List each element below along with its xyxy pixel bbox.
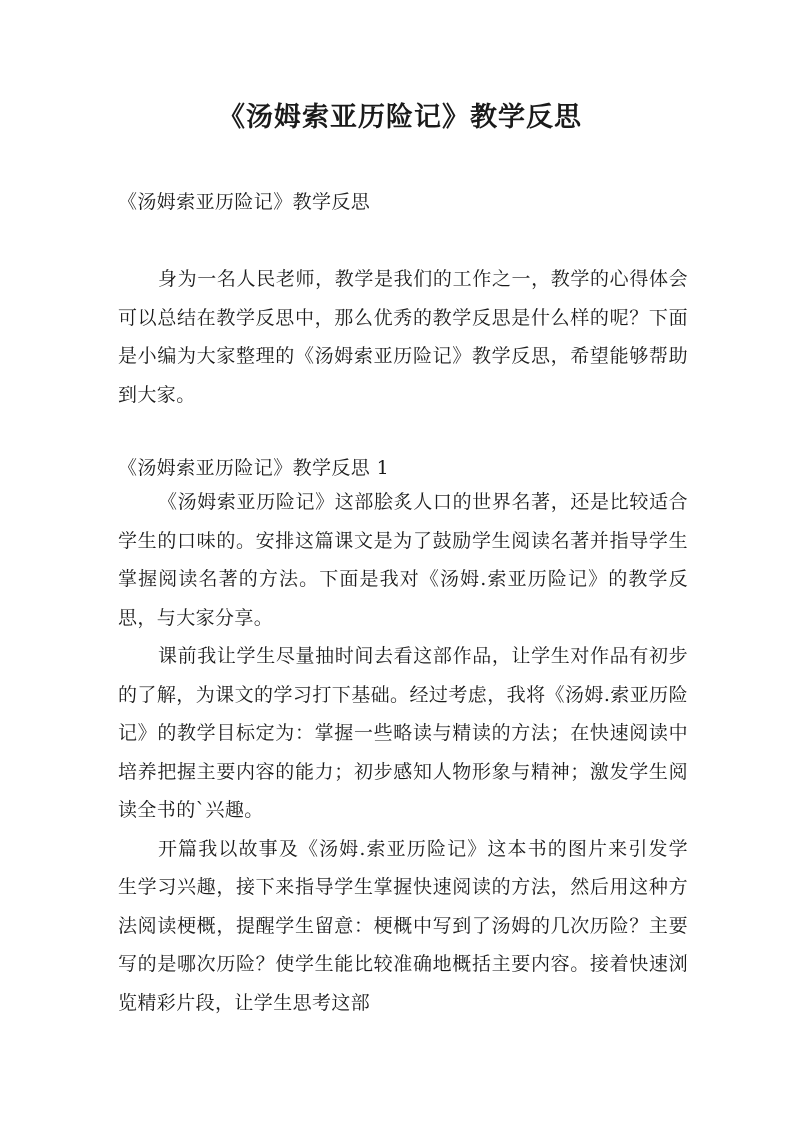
section-body <box>118 483 688 1022</box>
body-paragraph-3: 开篇我以故事及《汤姆.索亚历险记》这本书的图片来引发学生学习兴趣，接下来指导学生掌握快速阅读的方法，然后用这种方法阅读梗概，提醒学生留意：梗概中写到了汤姆的几次历险？主要写的是哪次历险？使学生能比较准确地概括主要内容。接着快速浏览精彩片段，让学生思考这部 <box>118 837 688 1014</box>
document-subtitle: 《汤姆索亚历险记》教学反思 <box>118 191 371 213</box>
document-title: 《汤姆索亚历险记》教学反思 <box>218 102 582 133</box>
body-paragraph-1: 《汤姆索亚历险记》这部脍炙人口的世界名著，还是比较适合学生的口味的。安排这篇课文是为了鼓励学生阅读名著并指导学生掌握阅读名著的方法。下面是我对《汤姆.索亚历险记》的教学反思，与大家分享。 <box>118 491 688 629</box>
body-paragraph-2: 课前我让学生尽量抽时间去看这部作品，让学生对作品有初步的了解，为课文的学习打下基础。经过考虑，我将《汤姆.索亚历险记》的教学目标定为：掌握一些略读与精读的方法；在快速阅读中培养把握主要内容的能力；初步感知人物形象与精神；激发学生阅读全书的`兴趣。 <box>118 645 688 821</box>
intro-paragraph: 身为一名人民老师，教学是我们的工作之一，教学的心得体会可以总结在教学反思中，那么优秀的教学反思是什么样的呢？下面是小编为大家整理的《汤姆索亚历险记》教学反思，希望能够帮助到大家。 <box>118 268 688 406</box>
section-heading: 《汤姆索亚历险记》教学反思 1 <box>118 457 390 479</box>
